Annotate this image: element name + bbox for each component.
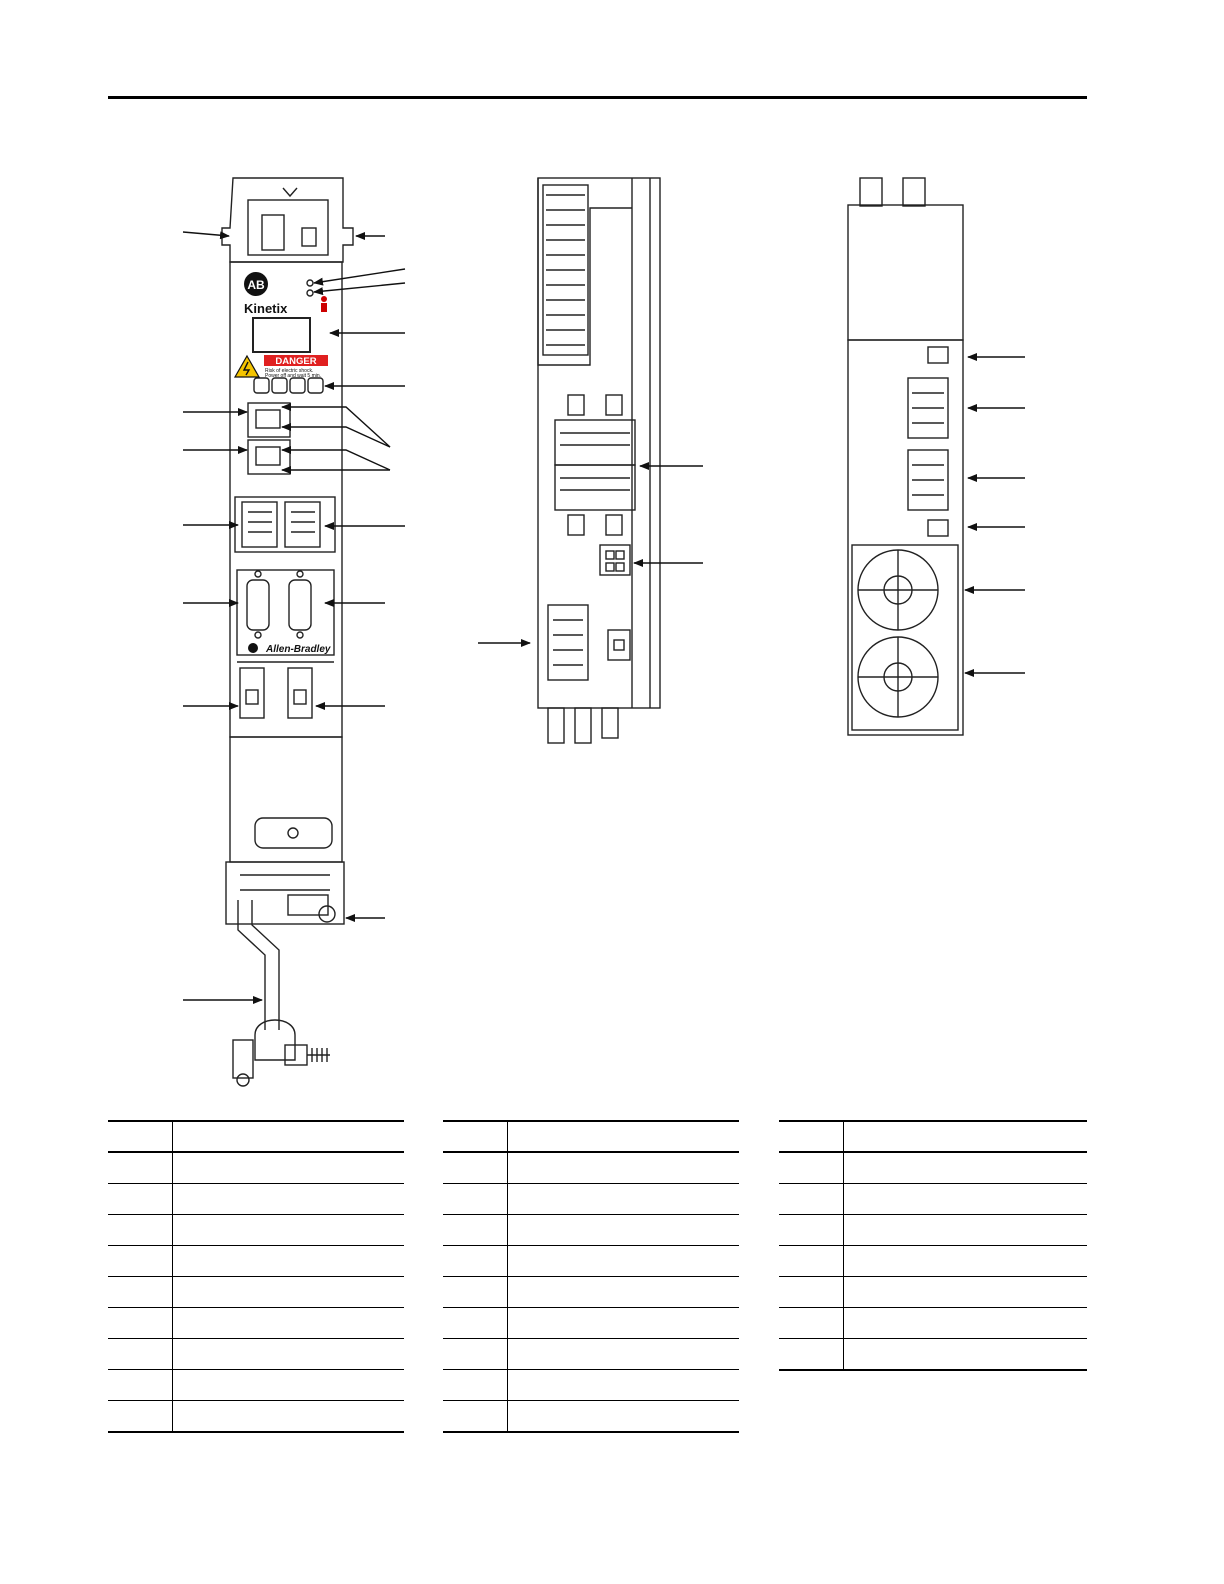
side-view <box>538 178 660 743</box>
table-row <box>108 1370 404 1401</box>
item-cell <box>443 1277 508 1308</box>
item-cell <box>779 1339 844 1371</box>
danger-text-line-2: Power off and wait 5 min. <box>265 373 322 379</box>
description-cell <box>844 1215 1088 1246</box>
table-header-row <box>443 1121 739 1152</box>
person-icon <box>321 296 327 312</box>
table-row <box>443 1370 739 1401</box>
table-row <box>443 1152 739 1184</box>
description-cell <box>844 1184 1088 1215</box>
table-row <box>108 1184 404 1215</box>
table-row <box>443 1339 739 1370</box>
warning-icon <box>235 356 259 377</box>
table-row <box>443 1401 739 1433</box>
item-cell <box>443 1184 508 1215</box>
item-cell <box>443 1308 508 1339</box>
table-row <box>779 1215 1087 1246</box>
brand-label: Kinetix <box>244 301 288 316</box>
item-cell <box>108 1370 173 1401</box>
item-cell <box>108 1215 173 1246</box>
description-cell <box>508 1184 740 1215</box>
description-cell <box>508 1277 740 1308</box>
description-cell <box>173 1215 405 1246</box>
callout-table-rear <box>779 1120 1087 1371</box>
callout-arrow <box>282 450 390 470</box>
item-cell <box>443 1246 508 1277</box>
front-view <box>222 178 353 1086</box>
description-cell <box>844 1308 1088 1339</box>
description-cell <box>173 1370 405 1401</box>
description-cell <box>173 1308 405 1339</box>
callout-arrow <box>314 283 405 292</box>
item-cell <box>779 1308 844 1339</box>
table-row <box>108 1308 404 1339</box>
table-row <box>779 1152 1087 1184</box>
item-cell <box>108 1308 173 1339</box>
table-row <box>108 1401 404 1433</box>
description-cell <box>844 1339 1088 1371</box>
item-cell <box>108 1401 173 1433</box>
description-cell <box>508 1308 740 1339</box>
description-cell <box>173 1152 405 1184</box>
description-cell <box>173 1184 405 1215</box>
table-row <box>779 1246 1087 1277</box>
table-row <box>779 1277 1087 1308</box>
description-cell <box>508 1339 740 1370</box>
description-cell <box>508 1152 740 1184</box>
item-cell <box>108 1152 173 1184</box>
danger-title: DANGER <box>275 356 317 367</box>
item-cell <box>108 1339 173 1370</box>
item-cell <box>108 1184 173 1215</box>
table-row <box>108 1277 404 1308</box>
description-cell <box>173 1277 405 1308</box>
item-cell <box>779 1215 844 1246</box>
item-cell <box>443 1152 508 1184</box>
table-row <box>108 1246 404 1277</box>
table-row <box>443 1215 739 1246</box>
item-cell <box>443 1215 508 1246</box>
description-cell <box>173 1401 405 1433</box>
callout-table-front <box>108 1120 404 1433</box>
ab-small-logo <box>248 643 258 653</box>
item-cell <box>108 1277 173 1308</box>
rear-view <box>848 178 963 735</box>
table-row <box>443 1246 739 1277</box>
callout-arrow <box>282 427 390 447</box>
item-cell <box>779 1277 844 1308</box>
table-row <box>108 1339 404 1370</box>
item-cell <box>779 1184 844 1215</box>
description-cell <box>508 1401 740 1433</box>
item-cell <box>443 1401 508 1433</box>
table-row <box>443 1184 739 1215</box>
description-cell <box>173 1246 405 1277</box>
item-cell <box>779 1152 844 1184</box>
table-row <box>108 1152 404 1184</box>
description-cell <box>508 1246 740 1277</box>
description-cell <box>844 1246 1088 1277</box>
ab-logo <box>244 272 268 296</box>
table-row <box>443 1277 739 1308</box>
description-cell <box>508 1215 740 1246</box>
item-cell <box>108 1246 173 1277</box>
table-row <box>779 1339 1087 1371</box>
table-row <box>443 1308 739 1339</box>
svg-text:AB: AB <box>247 278 265 292</box>
description-cell <box>844 1152 1088 1184</box>
description-cell <box>844 1277 1088 1308</box>
table-header-row <box>108 1121 404 1152</box>
item-cell <box>443 1370 508 1401</box>
item-cell <box>779 1246 844 1277</box>
table-row <box>779 1184 1087 1215</box>
table-header-row <box>779 1121 1087 1152</box>
description-cell <box>508 1370 740 1401</box>
callout-table-side <box>443 1120 739 1433</box>
table-row <box>779 1308 1087 1339</box>
description-cell <box>173 1339 405 1370</box>
maker-label: Allen-Bradley <box>266 644 331 655</box>
table-row <box>108 1215 404 1246</box>
item-cell <box>443 1339 508 1370</box>
danger-text-line-1: Risk of electric shock. <box>265 368 314 374</box>
callout-arrow <box>314 269 405 283</box>
